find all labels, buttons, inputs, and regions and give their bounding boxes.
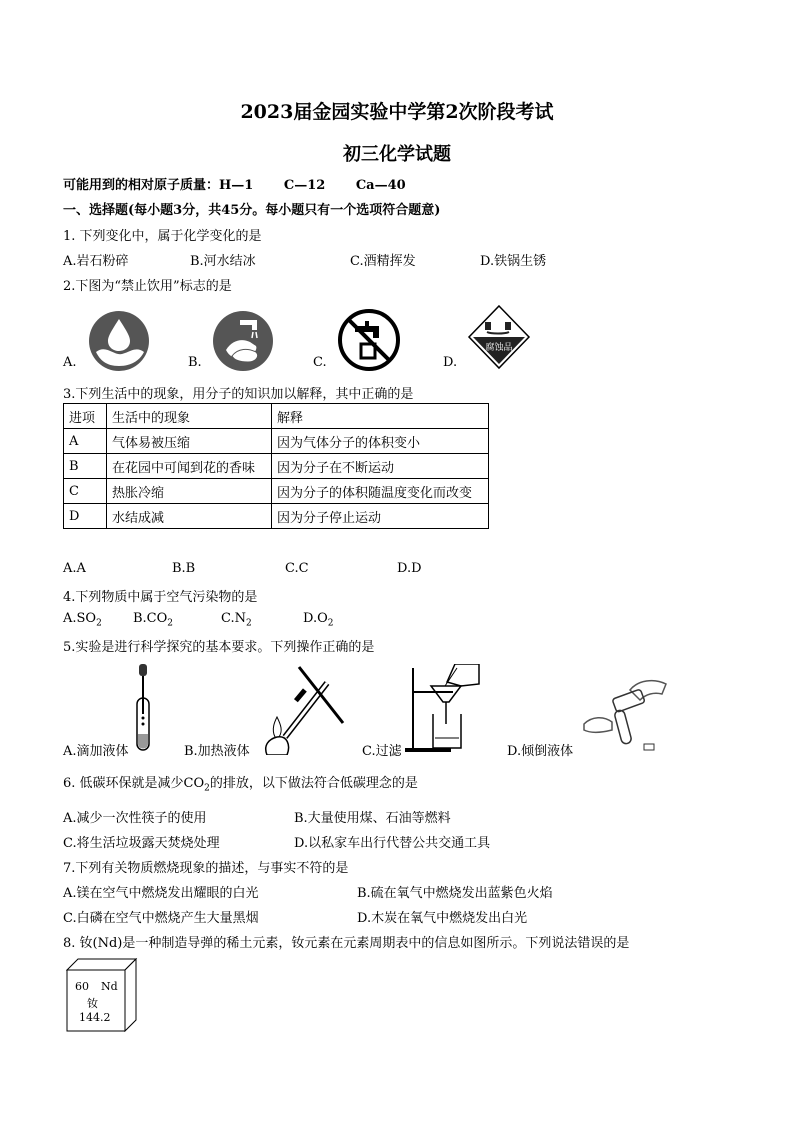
table-cell: 水结成减: [107, 504, 272, 529]
q1-stem: 1. 下列变化中，属于化学变化的是: [63, 229, 262, 244]
table-cell: 因为分子停止运动: [272, 504, 489, 529]
q3-option-c: C.C: [285, 561, 309, 576]
table-header-cell: 生活中的现象: [107, 404, 272, 429]
heating-liquid-icon: [255, 665, 345, 755]
q1-option-d: D.铁锅生锈: [480, 254, 547, 269]
table-cell: A: [64, 429, 107, 454]
q4-option-d: $D.O_2$: [303, 611, 334, 629]
q5-option-c: C.过滤: [362, 744, 402, 759]
table-cell: C: [64, 479, 107, 504]
table-row: [64, 429, 489, 454]
table-cell: 因为分子在不断运动: [272, 454, 489, 479]
q8-stem: 8. 钕(Nd)是一种制造导弹的稀土元素，钕元素在元素周期表中的信息如图所示。下列说法错误的是: [63, 936, 630, 951]
atomic-number: 60: [75, 980, 89, 993]
table-header-row: [64, 404, 489, 429]
q7-option-d: D.木炭在氧气中燃烧发出白光: [357, 911, 528, 926]
q2-option-a: A.: [63, 355, 77, 370]
corrosive-label: 腐蚀品: [485, 343, 513, 353]
corrosive-sign-icon: [467, 304, 531, 370]
element-name: 钕: [87, 997, 98, 1010]
q4-stem: 4.下列物质中属于空气污染物的是: [63, 590, 258, 605]
atomic-mass: 144.2: [79, 1011, 111, 1024]
element-card-nd: [66, 958, 138, 1032]
table-row: [64, 479, 489, 504]
q3-option-b: B.B: [172, 561, 196, 576]
q1-option-b: B.河水结冰: [190, 254, 256, 269]
table-row: [64, 504, 489, 529]
q7-option-a: A.镁在空气中燃烧发出耀眼的白光: [63, 886, 259, 901]
q6-option-d: D.以私家车出行代替公共交通工具: [294, 836, 491, 851]
q3-option-a: A.A: [63, 561, 86, 576]
q1-option-a: A.岩石粉碎: [63, 254, 129, 269]
exam-subtitle: 初三化学试题: [343, 144, 451, 165]
q5-option-b: B.加热液体: [184, 744, 250, 759]
table-cell: D: [64, 504, 107, 529]
q4-option-a: $A.SO_2$: [63, 611, 102, 629]
q5-option-a: A.滴加液体: [63, 744, 129, 759]
q5-stem: 5.实验是进行科学探究的基本要求。下列操作正确的是: [63, 640, 375, 655]
table-cell: 气体易被压缩: [107, 429, 272, 454]
table-header-cell: 解释: [272, 404, 489, 429]
table-cell: 热胀冷缩: [107, 479, 272, 504]
atomic-mass-line: 可能用到的相对原子质量：H—1 C—12 Ca—40: [63, 178, 406, 193]
table-row: [64, 454, 489, 479]
section-heading: 一、选择题(每小题3分，共45分。每小题只有一个选项符合题意): [63, 203, 441, 218]
q2-option-b: B.: [188, 355, 202, 370]
q6-option-c: C.将生活垃圾露天焚烧处理: [63, 836, 220, 851]
element-symbol: Nd: [101, 980, 118, 993]
q7-option-b: B.硫在氧气中燃烧发出蓝紫色火焰: [357, 886, 553, 901]
wash-hands-sign-icon: [212, 310, 274, 372]
q1-option-c: C.酒精挥发: [350, 254, 416, 269]
q5-option-d: D.倾倒液体: [507, 744, 574, 759]
q4-option-c: $C.N_2$: [221, 611, 252, 629]
table-cell: B: [64, 454, 107, 479]
pouring-liquid-icon: [578, 672, 670, 754]
q3-option-d: D.D: [397, 561, 422, 576]
table-header-cell: 进项: [64, 404, 107, 429]
q4-option-b: $B.CO_2$: [133, 611, 174, 629]
q6-option-b: B.大量使用煤、石油等燃料: [294, 811, 451, 826]
table-cell: 在花园中可闻到花的香味: [107, 454, 272, 479]
water-drop-sign-icon: [88, 310, 150, 372]
table-cell: 因为气体分子的体积变小: [272, 429, 489, 454]
q2-option-c: C.: [313, 355, 327, 370]
dropper-into-tube-icon: [128, 662, 158, 754]
q7-stem: 7.下列有关物质燃烧现象的描述，与事实不符的是: [63, 861, 349, 876]
table-cell: 因为分子的体积随温度变化而改变: [272, 479, 489, 504]
q7-option-c: C.白磷在空气中燃烧产生大量黑烟: [63, 911, 259, 926]
q2-option-d: D.: [443, 355, 458, 370]
q2-stem: 2.下图为“禁止饮用”标志的是: [63, 279, 232, 294]
q6-option-a: A.减少一次性筷子的使用: [63, 811, 207, 826]
q3-table: [63, 403, 489, 529]
q6-stem: 6. 低碳环保就是减少$CO_2$的排放，以下做法符合低碳理念的是: [63, 776, 418, 794]
exam-title: 2023届金园实验中学第2次阶段考试: [240, 101, 554, 123]
no-drinking-sign-icon: [337, 308, 401, 372]
q3-stem: 3.下列生活中的现象，用分子的知识加以解释，其中正确的是: [63, 387, 414, 402]
filtration-setup-icon: [403, 664, 493, 754]
